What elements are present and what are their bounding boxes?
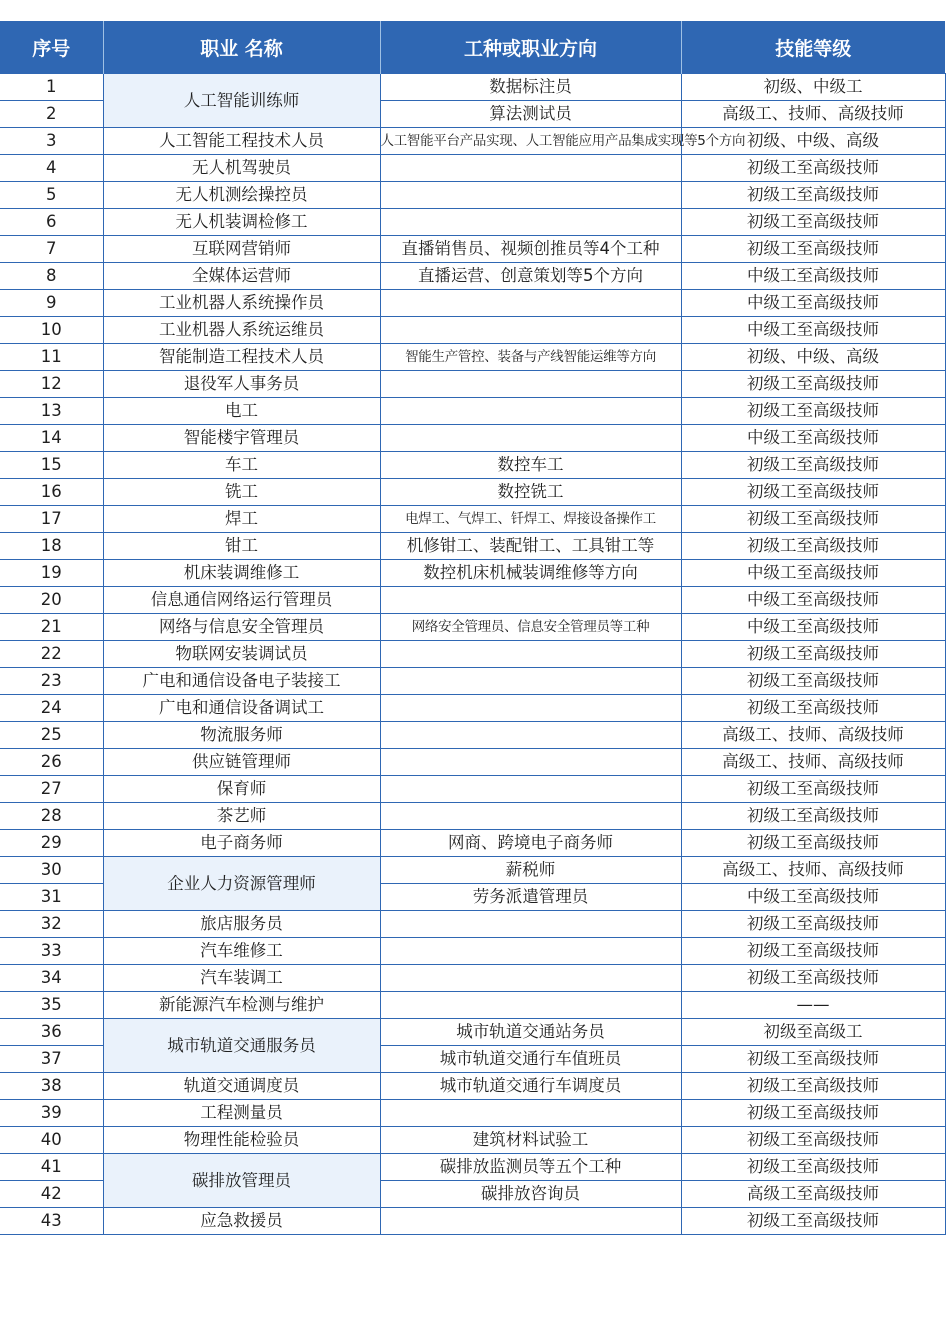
table-row xyxy=(0,533,945,560)
occupation-name: 汽车维修工 xyxy=(103,938,380,965)
row-number: 8 xyxy=(0,263,103,290)
work-type xyxy=(380,155,681,182)
skill-level: 初级工至高级技师 xyxy=(681,398,945,425)
occupation-name: 退役军人事务员 xyxy=(103,371,380,398)
work-type xyxy=(380,209,681,236)
occupation-name: 无人机驾驶员 xyxy=(103,155,380,182)
occupation-name: 互联网营销师 xyxy=(103,236,380,263)
table-row xyxy=(0,236,945,263)
skill-level: 初级工至高级技师 xyxy=(681,1073,945,1100)
skill-level: 初级工至高级技师 xyxy=(681,641,945,668)
row-number: 11 xyxy=(0,344,103,371)
header-skill-level: 技能等级 xyxy=(681,21,945,74)
header-occupation-name: 职业 名称 xyxy=(103,21,380,74)
table-row xyxy=(0,209,945,236)
row-number: 22 xyxy=(0,641,103,668)
row-number: 9 xyxy=(0,290,103,317)
skill-level: 初级工至高级技师 xyxy=(681,182,945,209)
table-row xyxy=(0,938,945,965)
occupation-name: 广电和通信设备电子装接工 xyxy=(103,668,380,695)
skill-level: 中级工至高级技师 xyxy=(681,290,945,317)
table-row xyxy=(0,1100,945,1127)
occupation-name: 新能源汽车检测与维护 xyxy=(103,992,380,1019)
skill-level: 初级工至高级技师 xyxy=(681,830,945,857)
table-row xyxy=(0,749,945,776)
work-type xyxy=(380,398,681,425)
occupation-name: 保育师 xyxy=(103,776,380,803)
row-number: 40 xyxy=(0,1127,103,1154)
row-number: 15 xyxy=(0,452,103,479)
skill-level: 高级工、技师、高级技师 xyxy=(681,722,945,749)
table-row xyxy=(0,560,945,587)
work-type: 人工智能平台产品实现、人工智能应用产品集成实现等5个方向 xyxy=(380,128,681,155)
header-work-type: 工种或职业方向 xyxy=(380,21,681,74)
row-number: 27 xyxy=(0,776,103,803)
table-row xyxy=(0,1208,945,1235)
occupation-name: 网络与信息安全管理员 xyxy=(103,614,380,641)
work-type: 数控机床机械装调维修等方向 xyxy=(380,560,681,587)
skill-level: 中级工至高级技师 xyxy=(681,884,945,911)
work-type xyxy=(380,803,681,830)
row-number: 21 xyxy=(0,614,103,641)
table-row xyxy=(0,722,945,749)
work-type: 碳排放咨询员 xyxy=(380,1181,681,1208)
skill-level: 初级、中级、高级 xyxy=(681,128,945,155)
occupation-name: 轨道交通调度员 xyxy=(103,1073,380,1100)
row-number: 16 xyxy=(0,479,103,506)
skill-level: 高级工、技师、高级技师 xyxy=(681,749,945,776)
skill-level: 初级工至高级技师 xyxy=(681,1046,945,1073)
work-type xyxy=(380,371,681,398)
row-number: 42 xyxy=(0,1181,103,1208)
occupation-name: 人工智能工程技术人员 xyxy=(103,128,380,155)
occupation-name: 全媒体运营师 xyxy=(103,263,380,290)
row-number: 17 xyxy=(0,506,103,533)
work-type: 电焊工、气焊工、钎焊工、焊接设备操作工 xyxy=(380,506,681,533)
row-number: 31 xyxy=(0,884,103,911)
work-type: 智能生产管控、装备与产线智能运维等方向 xyxy=(380,344,681,371)
skill-level: 初级工至高级技师 xyxy=(681,695,945,722)
row-number: 38 xyxy=(0,1073,103,1100)
occupation-name: 物联网安装调试员 xyxy=(103,641,380,668)
occupation-name: 广电和通信设备调试工 xyxy=(103,695,380,722)
work-type xyxy=(380,1100,681,1127)
occupation-name: 人工智能训练师 xyxy=(103,74,380,128)
row-number: 6 xyxy=(0,209,103,236)
work-type: 建筑材料试验工 xyxy=(380,1127,681,1154)
work-type: 算法测试员 xyxy=(380,101,681,128)
table-row xyxy=(0,182,945,209)
table-row xyxy=(0,425,945,452)
occupation-name: 工程测量员 xyxy=(103,1100,380,1127)
skill-level: 高级工、技师、高级技师 xyxy=(681,857,945,884)
work-type xyxy=(380,668,681,695)
table-row xyxy=(0,74,945,101)
table-row xyxy=(0,506,945,533)
work-type xyxy=(380,182,681,209)
work-type xyxy=(380,587,681,614)
skill-level: 初级工至高级技师 xyxy=(681,533,945,560)
work-type: 机修钳工、装配钳工、工具钳工等 xyxy=(380,533,681,560)
skill-level: 初级工至高级技师 xyxy=(681,1100,945,1127)
row-number: 14 xyxy=(0,425,103,452)
row-number: 13 xyxy=(0,398,103,425)
row-number: 7 xyxy=(0,236,103,263)
work-type: 网商、跨境电子商务师 xyxy=(380,830,681,857)
occupation-name: 电工 xyxy=(103,398,380,425)
row-number: 30 xyxy=(0,857,103,884)
table-row xyxy=(0,290,945,317)
occupation-table-container xyxy=(0,21,947,1235)
table-row xyxy=(0,1019,945,1046)
row-number: 41 xyxy=(0,1154,103,1181)
work-type xyxy=(380,425,681,452)
occupation-name: 城市轨道交通服务员 xyxy=(103,1019,380,1073)
work-type: 直播运营、创意策划等5个方向 xyxy=(380,263,681,290)
row-number: 1 xyxy=(0,74,103,101)
row-number: 39 xyxy=(0,1100,103,1127)
occupation-name: 车工 xyxy=(103,452,380,479)
row-number: 24 xyxy=(0,695,103,722)
work-type xyxy=(380,1208,681,1235)
table-row xyxy=(0,695,945,722)
row-number: 25 xyxy=(0,722,103,749)
skill-level: 中级工至高级技师 xyxy=(681,587,945,614)
work-type xyxy=(380,911,681,938)
row-number: 28 xyxy=(0,803,103,830)
occupation-name: 物流服务师 xyxy=(103,722,380,749)
row-number: 2 xyxy=(0,101,103,128)
table-row xyxy=(0,344,945,371)
table-row xyxy=(0,128,945,155)
occupation-name: 应急救援员 xyxy=(103,1208,380,1235)
work-type xyxy=(380,992,681,1019)
work-type xyxy=(380,641,681,668)
occupation-name: 信息通信网络运行管理员 xyxy=(103,587,380,614)
skill-level: 初级工至高级技师 xyxy=(681,965,945,992)
table-row xyxy=(0,263,945,290)
table-row xyxy=(0,803,945,830)
occupation-name: 汽车装调工 xyxy=(103,965,380,992)
table-row xyxy=(0,857,945,884)
occupation-name: 旅店服务员 xyxy=(103,911,380,938)
row-number: 26 xyxy=(0,749,103,776)
occupation-name: 电子商务师 xyxy=(103,830,380,857)
skill-level: 初级工至高级技师 xyxy=(681,209,945,236)
skill-level: 初级至高级工 xyxy=(681,1019,945,1046)
skill-level: 初级、中级工 xyxy=(681,74,945,101)
skill-level: 初级工至高级技师 xyxy=(681,1127,945,1154)
occupation-name: 工业机器人系统运维员 xyxy=(103,317,380,344)
work-type: 城市轨道交通站务员 xyxy=(380,1019,681,1046)
occupation-name: 企业人力资源管理师 xyxy=(103,857,380,911)
skill-level: 初级工至高级技师 xyxy=(681,1208,945,1235)
skill-level: 初级工至高级技师 xyxy=(681,452,945,479)
occupation-name: 供应链管理师 xyxy=(103,749,380,776)
table-row xyxy=(0,1127,945,1154)
table-row xyxy=(0,587,945,614)
skill-level: —— xyxy=(681,992,945,1019)
table-row xyxy=(0,452,945,479)
table-row xyxy=(0,1073,945,1100)
skill-level: 高级工、技师、高级技师 xyxy=(681,101,945,128)
skill-level: 初级工至高级技师 xyxy=(681,668,945,695)
row-number: 23 xyxy=(0,668,103,695)
row-number: 36 xyxy=(0,1019,103,1046)
occupation-name: 无人机装调检修工 xyxy=(103,209,380,236)
skill-level: 初级工至高级技师 xyxy=(681,236,945,263)
skill-level: 中级工至高级技师 xyxy=(681,263,945,290)
table-row xyxy=(0,776,945,803)
row-number: 10 xyxy=(0,317,103,344)
skill-level: 中级工至高级技师 xyxy=(681,560,945,587)
table-row xyxy=(0,668,945,695)
work-type xyxy=(380,938,681,965)
skill-level: 初级工至高级技师 xyxy=(681,938,945,965)
table-row xyxy=(0,641,945,668)
work-type: 数据标注员 xyxy=(380,74,681,101)
skill-level: 初级工至高级技师 xyxy=(681,479,945,506)
work-type: 薪税师 xyxy=(380,857,681,884)
row-number: 35 xyxy=(0,992,103,1019)
table-body xyxy=(0,74,945,1235)
work-type: 碳排放监测员等五个工种 xyxy=(380,1154,681,1181)
occupation-name: 茶艺师 xyxy=(103,803,380,830)
skill-level: 中级工至高级技师 xyxy=(681,614,945,641)
row-number: 19 xyxy=(0,560,103,587)
row-number: 4 xyxy=(0,155,103,182)
skill-level: 初级、中级、高级 xyxy=(681,344,945,371)
occupation-name: 智能楼宇管理员 xyxy=(103,425,380,452)
work-type xyxy=(380,722,681,749)
work-type xyxy=(380,776,681,803)
occupation-name: 智能制造工程技术人员 xyxy=(103,344,380,371)
table-row xyxy=(0,992,945,1019)
skill-level: 中级工至高级技师 xyxy=(681,425,945,452)
work-type: 城市轨道交通行车值班员 xyxy=(380,1046,681,1073)
skill-level: 初级工至高级技师 xyxy=(681,506,945,533)
occupation-name: 钳工 xyxy=(103,533,380,560)
row-number: 37 xyxy=(0,1046,103,1073)
row-number: 5 xyxy=(0,182,103,209)
skill-level: 初级工至高级技师 xyxy=(681,371,945,398)
row-number: 29 xyxy=(0,830,103,857)
table-row xyxy=(0,317,945,344)
skill-level: 初级工至高级技师 xyxy=(681,155,945,182)
work-type xyxy=(380,290,681,317)
table-row xyxy=(0,614,945,641)
skill-level: 初级工至高级技师 xyxy=(681,776,945,803)
header-number: 序号 xyxy=(0,21,103,74)
table-header-row xyxy=(0,21,945,74)
work-type xyxy=(380,749,681,776)
table-row xyxy=(0,371,945,398)
work-type: 直播销售员、视频创推员等4个工种 xyxy=(380,236,681,263)
skill-level: 初级工至高级技师 xyxy=(681,1154,945,1181)
work-type: 网络安全管理员、信息安全管理员等工种 xyxy=(380,614,681,641)
row-number: 34 xyxy=(0,965,103,992)
work-type xyxy=(380,317,681,344)
work-type xyxy=(380,965,681,992)
occupation-name: 碳排放管理员 xyxy=(103,1154,380,1208)
occupation-name: 机床装调维修工 xyxy=(103,560,380,587)
occupation-name: 工业机器人系统操作员 xyxy=(103,290,380,317)
occupation-name: 焊工 xyxy=(103,506,380,533)
work-type: 数控铣工 xyxy=(380,479,681,506)
table-row xyxy=(0,965,945,992)
table-row xyxy=(0,479,945,506)
skill-level: 初级工至高级技师 xyxy=(681,803,945,830)
row-number: 3 xyxy=(0,128,103,155)
occupation-name: 铣工 xyxy=(103,479,380,506)
table-row xyxy=(0,1154,945,1181)
work-type: 城市轨道交通行车调度员 xyxy=(380,1073,681,1100)
row-number: 18 xyxy=(0,533,103,560)
row-number: 43 xyxy=(0,1208,103,1235)
occupation-name: 物理性能检验员 xyxy=(103,1127,380,1154)
row-number: 12 xyxy=(0,371,103,398)
skill-level: 高级工至高级技师 xyxy=(681,1181,945,1208)
table-row xyxy=(0,911,945,938)
work-type: 劳务派遣管理员 xyxy=(380,884,681,911)
row-number: 32 xyxy=(0,911,103,938)
skill-level: 中级工至高级技师 xyxy=(681,317,945,344)
occupation-name: 无人机测绘操控员 xyxy=(103,182,380,209)
row-number: 20 xyxy=(0,587,103,614)
skill-level: 初级工至高级技师 xyxy=(681,911,945,938)
row-number: 33 xyxy=(0,938,103,965)
table-row xyxy=(0,155,945,182)
work-type: 数控车工 xyxy=(380,452,681,479)
occupation-table xyxy=(0,21,946,1235)
table-row xyxy=(0,830,945,857)
work-type xyxy=(380,695,681,722)
table-row xyxy=(0,398,945,425)
